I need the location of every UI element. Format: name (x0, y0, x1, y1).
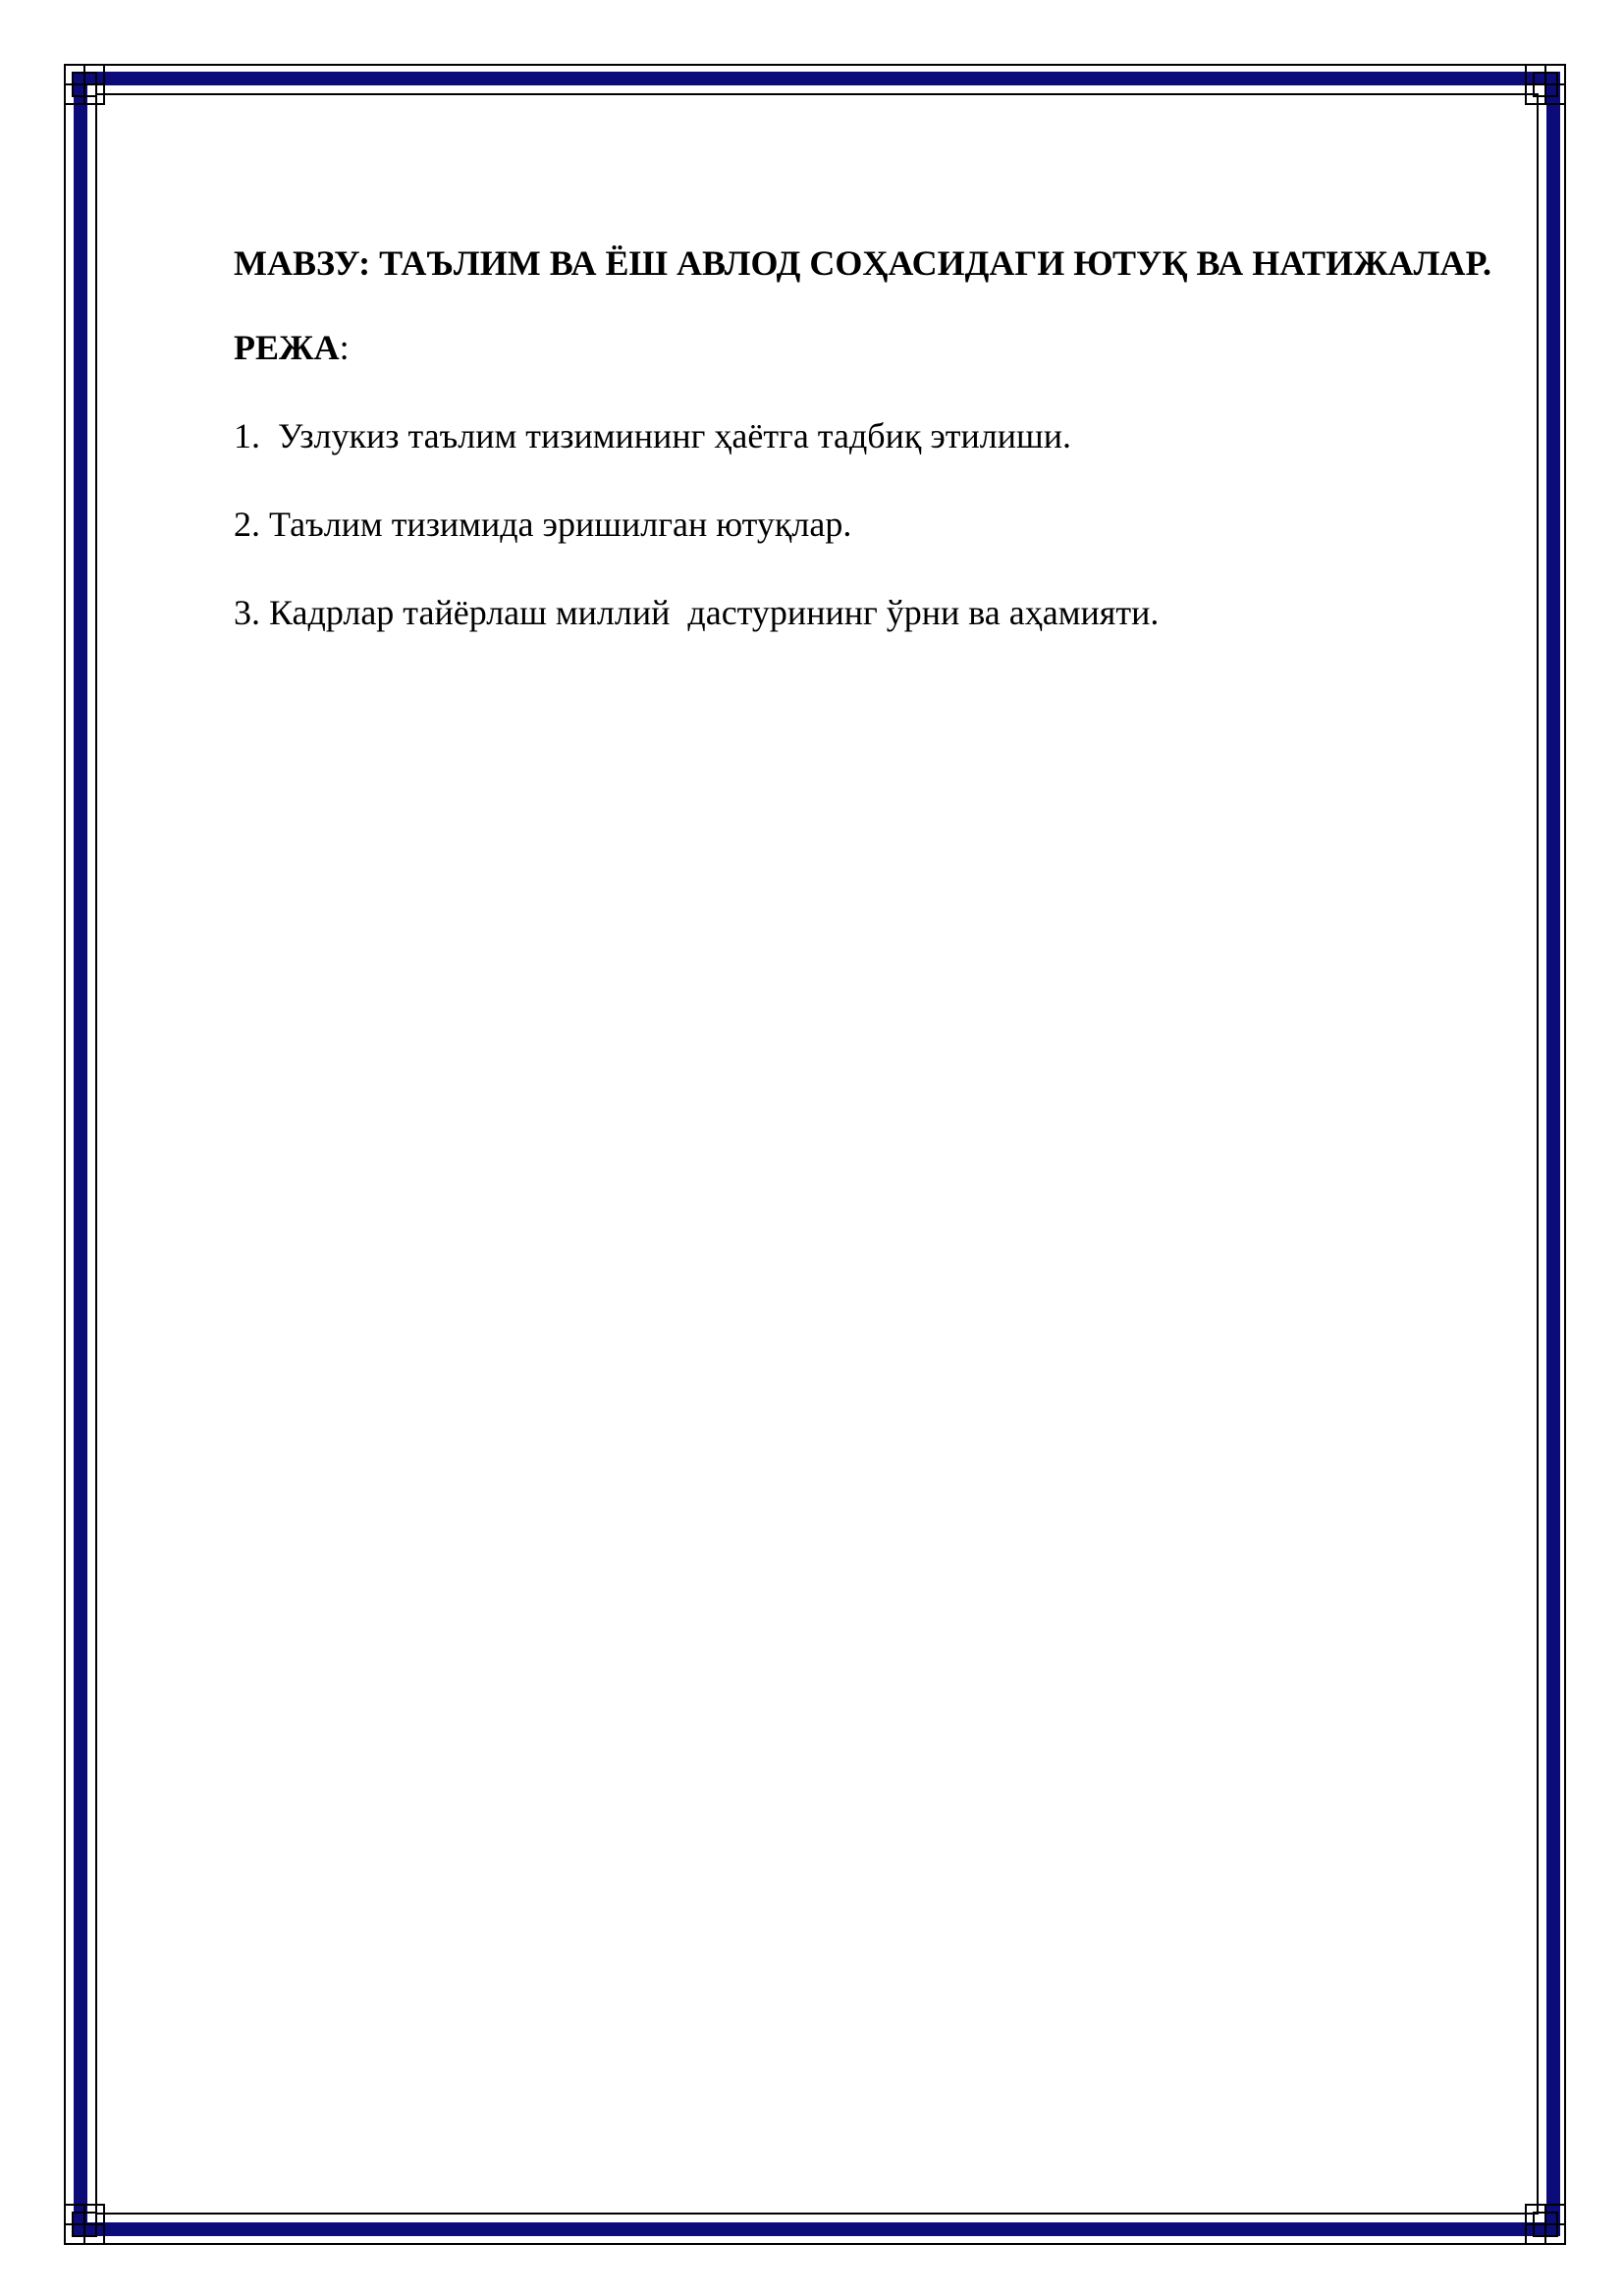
plan-list (234, 414, 1516, 634)
plan-item-3: 3. Кадрлар тайёрлаш миллий дастурининг ўрни ва аҳамияти. (234, 593, 1160, 632)
plan-heading (234, 326, 1516, 369)
document-title: МАВЗУ: ТАЪЛИМ ВА ЁШ АВЛОД СОҲАСИДАГИ ЮТУҚ ВА НАТИЖАЛАР. (234, 243, 1491, 283)
plan-item-1: 1. Узлукиз таълим тизимининг ҳаётга тадбиқ этилиши. (234, 416, 1071, 455)
corner-ornament-bottom-left (65, 2205, 104, 2244)
plan-label: РЕЖА (234, 328, 340, 367)
document-body (234, 241, 1516, 634)
plan-item-2: 2. Таълим тизимида эришилган ютуқлар. (234, 505, 852, 544)
corner-ornament-top-left (65, 65, 104, 104)
plan-colon: : (339, 328, 350, 367)
